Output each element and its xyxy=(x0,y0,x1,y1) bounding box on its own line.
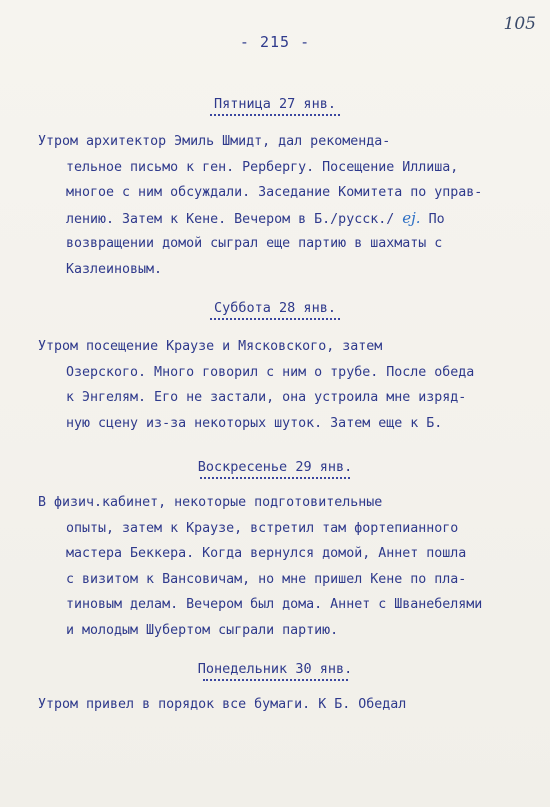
heading-underline xyxy=(210,114,340,116)
text-line-with-ink xyxy=(66,206,538,232)
text-line: мастера Беккера. Когда вернулся домой, Аннет пошла xyxy=(66,546,467,561)
entry-heading xyxy=(0,300,550,320)
entry-heading xyxy=(0,661,550,681)
text-line: к Энгелям. Его не застали, она устроила мне изряд- xyxy=(66,390,467,405)
text-line: с визитом к Вансовичам, но мне пришел Кене по пла- xyxy=(66,571,467,587)
text-line: тельное письмо к ген. Рербергу. Посещение Иллиша, xyxy=(66,159,459,175)
text-line: Утром посещение Краузе и Мясковского, затем xyxy=(38,339,383,354)
page-number: - 215 - xyxy=(239,33,311,51)
entry-heading xyxy=(0,459,550,479)
heading-underline xyxy=(200,477,350,479)
entry-paragraph xyxy=(38,692,526,718)
text-line: Озерского. Много говорил с ним о трубе. После обеда xyxy=(66,364,475,380)
heading-underline xyxy=(203,679,348,681)
text-line: По xyxy=(428,211,445,227)
text-line: В физич.кабинет, некоторые подготовительные xyxy=(38,495,383,510)
text-line: тиновым делам. Вечером был дома. Аннет с Шванебелями xyxy=(66,597,483,612)
ink-annotation: ej. xyxy=(402,208,421,227)
text-line: Утром архитектор Эмиль Шмидт, дал рекоменда- xyxy=(38,134,391,149)
entry-paragraph xyxy=(38,334,526,436)
text-line: ную сцену из-за некоторых шуток. Затем еще к Б. xyxy=(66,415,443,431)
entry-paragraph xyxy=(38,490,526,643)
entry-heading-text: Воскресенье 29 янв. xyxy=(197,459,353,475)
entry-heading-text: Суббота 28 янв. xyxy=(214,300,336,316)
text-line: опыты, затем к Краузе, встретил там фортепианного xyxy=(66,520,459,536)
text-line: многое с ним обсуждали. Заседание Комитета по управ- xyxy=(66,185,483,200)
entry-paragraph xyxy=(38,129,538,282)
text-line: возвращении домой сыграл еще партию в шахматы с xyxy=(66,236,443,251)
entry-heading-text: Понедельник 30 янв. xyxy=(197,661,353,677)
text-line: и молодым Шубертом сыграли партию. xyxy=(66,622,339,638)
text-line: Утром привел в порядок все бумаги. К Б. Обедал xyxy=(38,697,407,712)
text-line: Казлеиновым. xyxy=(66,261,163,277)
entry-heading xyxy=(0,96,550,116)
text-line: лению. Затем к Кене. Вечером в Б./русск./ xyxy=(66,211,395,227)
handwritten-page-number: 105 xyxy=(503,14,536,34)
heading-underline xyxy=(210,318,340,320)
entry-heading-text: Пятница 27 янв. xyxy=(214,96,336,112)
